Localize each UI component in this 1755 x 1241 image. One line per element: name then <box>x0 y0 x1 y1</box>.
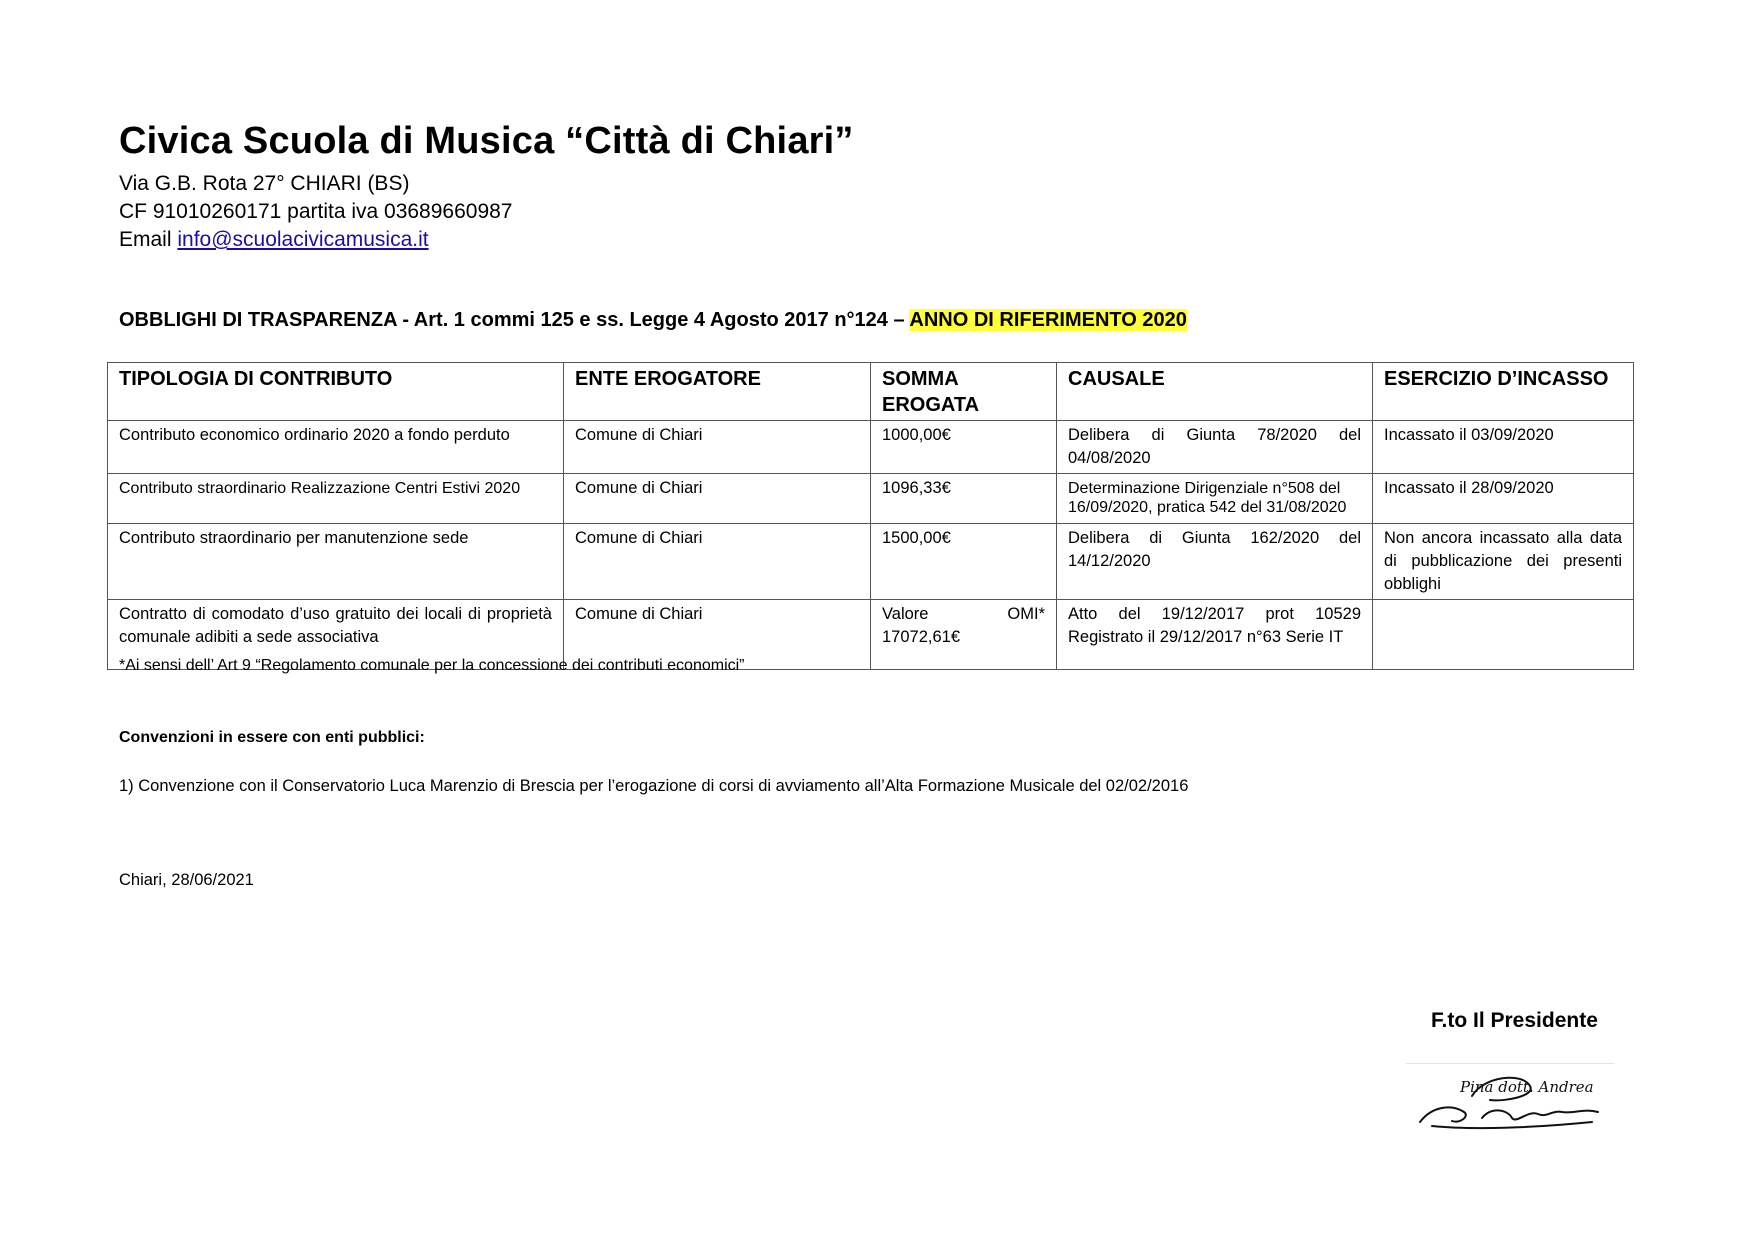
handwritten-signature <box>1412 1066 1612 1136</box>
cell-ente: Comune di Chiari <box>564 524 871 600</box>
cell-tipologia: Contratto di comodato d’uso gratuito dei locali di proprietà comunale adibiti a sede associativa <box>108 600 564 670</box>
cell-somma: 1096,33€ <box>871 474 1057 524</box>
cell-somma: 1000,00€ <box>871 421 1057 474</box>
signature-divider <box>1406 1063 1614 1064</box>
table-header-row <box>108 363 1634 421</box>
contributions-table <box>107 362 1634 670</box>
place-date: Chiari, 28/06/2021 <box>119 871 254 889</box>
cell-ente: Comune di Chiari <box>564 474 871 524</box>
cell-tipologia: Contributo straordinario per manutenzione sede <box>108 524 564 600</box>
email-line <box>119 228 429 252</box>
cell-esercizio: Incassato il 03/09/2020 <box>1373 421 1634 474</box>
cell-somma: Valore OMI* 17072,61€ <box>871 600 1057 670</box>
cell-esercizio <box>1373 600 1634 670</box>
cell-causale: Delibera di Giunta 162/2020 del 14/12/2020 <box>1057 524 1373 600</box>
signature-text: Pina dott. Andrea <box>1460 1078 1594 1096</box>
cell-somma: 1500,00€ <box>871 524 1057 600</box>
email-link[interactable]: info@scuolacivicamusica.it <box>177 228 429 251</box>
cell-ente: Comune di Chiari <box>564 600 871 670</box>
footnote: *Ai sensi dell’ Art 9 “Regolamento comunale per la concessione dei contributi economici” <box>119 657 745 674</box>
cell-causale: Delibera di Giunta 78/2020 del 04/08/2020 <box>1057 421 1373 474</box>
cell-ente: Comune di Chiari <box>564 421 871 474</box>
reference-year-highlight: ANNO DI RIFERIMENTO 2020 <box>909 309 1187 331</box>
transparency-heading-text: OBBLIGHI DI TRASPARENZA - Art. 1 commi 125 e ss. Legge 4 Agosto 2017 n°124 – <box>119 309 910 331</box>
signature-label: F.to Il Presidente <box>1431 1009 1598 1032</box>
cell-esercizio: Incassato il 28/09/2020 <box>1373 474 1634 524</box>
header-somma: SOMMA EROGATA <box>871 363 1057 421</box>
address-line: Via G.B. Rota 27° CHIARI (BS) <box>119 172 410 195</box>
cell-tipologia: Contributo straordinario Realizzazione Centri Estivi 2020 <box>108 474 564 524</box>
fiscal-line: CF 91010260171 partita iva 03689660987 <box>119 200 513 223</box>
cell-esercizio: Non ancora incassato alla data di pubblicazione dei presenti obblighi <box>1373 524 1634 600</box>
conventions-title: Convenzioni in essere con enti pubblici: <box>119 729 425 746</box>
cell-tipologia: Contributo economico ordinario 2020 a fondo perduto <box>108 421 564 474</box>
convention-item: 1) Convenzione con il Conservatorio Luca Marenzio di Brescia per l’erogazione di corsi di avviamento all’Alta Formazione Musicale del 02/02/2016 <box>119 777 1189 795</box>
table-row <box>108 524 1634 600</box>
email-label: Email <box>119 228 178 251</box>
table-row <box>108 421 1634 474</box>
organization-name: Civica Scuola di Musica “Città di Chiari” <box>119 120 854 162</box>
header-esercizio: ESERCIZIO D’INCASSO <box>1373 363 1634 421</box>
cell-causale: Atto del 19/12/2017 prot 10529 Registrato il 29/12/2017 n°63 Serie IT <box>1057 600 1373 670</box>
table-row <box>108 474 1634 524</box>
header-ente: ENTE EROGATORE <box>564 363 871 421</box>
header-causale: CAUSALE <box>1057 363 1373 421</box>
header-tipologia: TIPOLOGIA DI CONTRIBUTO <box>108 363 564 421</box>
transparency-heading <box>119 309 1187 332</box>
cell-causale: Determinazione Dirigenziale n°508 del 16/09/2020, pratica 542 del 31/08/2020 <box>1057 474 1373 524</box>
